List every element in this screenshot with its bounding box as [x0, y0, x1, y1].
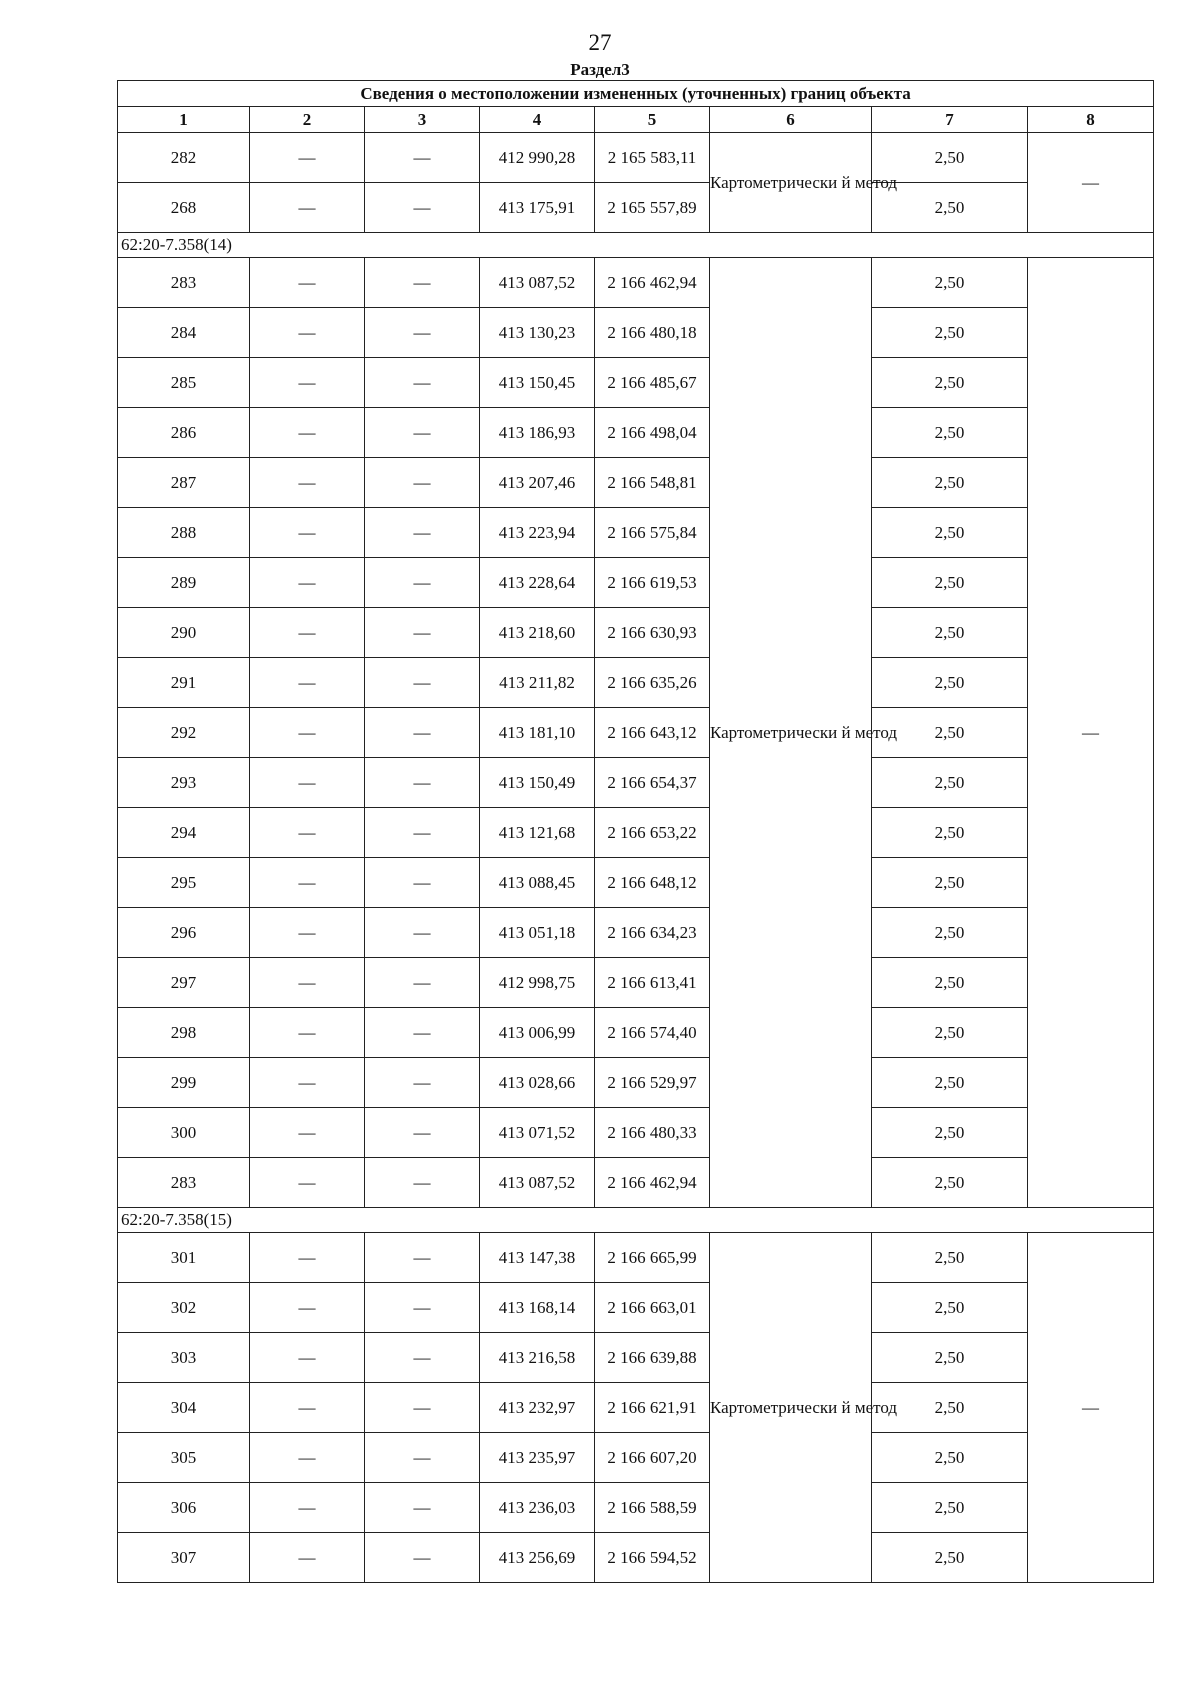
accuracy-cell: 2,50 [872, 708, 1028, 758]
x-coordinate-cell: 413 087,52 [480, 1158, 595, 1208]
x-coordinate-cell: 413 207,46 [480, 458, 595, 508]
point-number-cell: 289 [118, 558, 250, 608]
y-coordinate-cell: 2 166 594,52 [595, 1533, 710, 1583]
dash-cell: — [250, 1283, 365, 1333]
accuracy-cell: 2,50 [872, 1433, 1028, 1483]
table-row [118, 1108, 1154, 1158]
y-coordinate-cell: 2 166 621,91 [595, 1383, 710, 1433]
accuracy-cell: 2,50 [872, 1008, 1028, 1058]
point-number-cell: 301 [118, 1233, 250, 1283]
y-coordinate-cell: 2 166 462,94 [595, 258, 710, 308]
table-row [118, 1008, 1154, 1058]
y-coordinate-cell: 2 166 619,53 [595, 558, 710, 608]
table-row [118, 408, 1154, 458]
dash-cell: — [365, 258, 480, 308]
group-label: 62:20-7.358(15) [118, 1208, 1154, 1233]
dash-cell: — [250, 558, 365, 608]
dash-cell: — [250, 658, 365, 708]
dash-cell: — [365, 758, 480, 808]
dash-cell: — [365, 1058, 480, 1108]
accuracy-cell: 2,50 [872, 1383, 1028, 1433]
accuracy-cell: 2,50 [872, 758, 1028, 808]
x-coordinate-cell: 413 256,69 [480, 1533, 595, 1583]
table-row [118, 858, 1154, 908]
x-coordinate-cell: 413 168,14 [480, 1283, 595, 1333]
boundary-coordinates-table [117, 80, 1154, 1583]
dash-cell: — [365, 808, 480, 858]
method-cell: Картометрически й метод [710, 258, 872, 1208]
x-coordinate-cell: 413 150,49 [480, 758, 595, 808]
point-number-cell: 307 [118, 1533, 250, 1583]
column-number: 3 [365, 107, 480, 133]
point-number-cell: 299 [118, 1058, 250, 1108]
point-number-cell: 302 [118, 1283, 250, 1333]
x-coordinate-cell: 413 216,58 [480, 1333, 595, 1383]
accuracy-cell: 2,50 [872, 1283, 1028, 1333]
x-coordinate-cell: 413 235,97 [480, 1433, 595, 1483]
table-caption: Сведения о местоположении измененных (уточненных) границ объекта [118, 81, 1154, 107]
table-body [118, 133, 1154, 1583]
dash-cell: — [250, 758, 365, 808]
y-coordinate-cell: 2 166 630,93 [595, 608, 710, 658]
dash-cell: — [365, 1333, 480, 1383]
dash-cell: — [365, 1008, 480, 1058]
point-number-cell: 291 [118, 658, 250, 708]
dash-cell: — [250, 358, 365, 408]
dash-cell: — [365, 1483, 480, 1533]
y-coordinate-cell: 2 166 639,88 [595, 1333, 710, 1383]
y-coordinate-cell: 2 166 635,26 [595, 658, 710, 708]
point-number-cell: 300 [118, 1108, 250, 1158]
y-coordinate-cell: 2 166 663,01 [595, 1283, 710, 1333]
x-coordinate-cell: 413 130,23 [480, 308, 595, 358]
accuracy-cell: 2,50 [872, 408, 1028, 458]
group-label: 62:20-7.358(14) [118, 233, 1154, 258]
accuracy-cell: 2,50 [872, 458, 1028, 508]
point-number-cell: 290 [118, 608, 250, 658]
y-coordinate-cell: 2 166 588,59 [595, 1483, 710, 1533]
table-row [118, 1058, 1154, 1108]
dash-cell: — [250, 1233, 365, 1283]
dash-cell: — [250, 858, 365, 908]
dash-cell: — [365, 1233, 480, 1283]
dash-cell: — [365, 1158, 480, 1208]
y-coordinate-cell: 2 166 480,33 [595, 1108, 710, 1158]
column-number: 5 [595, 107, 710, 133]
method-cell: Картометрически й метод [710, 133, 872, 233]
table-row [118, 183, 1154, 233]
column-number: 4 [480, 107, 595, 133]
x-coordinate-cell: 413 223,94 [480, 508, 595, 558]
dash-cell: — [250, 1433, 365, 1483]
accuracy-cell: 2,50 [872, 358, 1028, 408]
y-coordinate-cell: 2 165 557,89 [595, 183, 710, 233]
dash-cell: — [365, 558, 480, 608]
dash-cell: — [365, 358, 480, 408]
point-number-cell: 304 [118, 1383, 250, 1433]
dash-cell: — [250, 1533, 365, 1583]
accuracy-cell: 2,50 [872, 558, 1028, 608]
column-number: 8 [1028, 107, 1154, 133]
y-coordinate-cell: 2 166 574,40 [595, 1008, 710, 1058]
x-coordinate-cell: 413 232,97 [480, 1383, 595, 1433]
table-row [118, 558, 1154, 608]
table-row [118, 258, 1154, 308]
point-number-cell: 303 [118, 1333, 250, 1383]
column-number-row [118, 107, 1154, 133]
dash-cell: — [365, 658, 480, 708]
accuracy-cell: 2,50 [872, 183, 1028, 233]
x-coordinate-cell: 413 175,91 [480, 183, 595, 233]
dash-cell: — [250, 1383, 365, 1433]
dash-cell: — [365, 1108, 480, 1158]
accuracy-cell: 2,50 [872, 1108, 1028, 1158]
x-coordinate-cell: 413 150,45 [480, 358, 595, 408]
column-number: 1 [118, 107, 250, 133]
point-number-cell: 285 [118, 358, 250, 408]
column-8-cell: — [1028, 1233, 1154, 1583]
dash-cell: — [250, 608, 365, 658]
x-coordinate-cell: 413 218,60 [480, 608, 595, 658]
y-coordinate-cell: 2 166 480,18 [595, 308, 710, 358]
y-coordinate-cell: 2 166 654,37 [595, 758, 710, 808]
table-row [118, 1533, 1154, 1583]
dash-cell: — [365, 508, 480, 558]
table-row [118, 308, 1154, 358]
x-coordinate-cell: 413 006,99 [480, 1008, 595, 1058]
accuracy-cell: 2,50 [872, 1533, 1028, 1583]
dash-cell: — [365, 858, 480, 908]
point-number-cell: 295 [118, 858, 250, 908]
point-number-cell: 286 [118, 408, 250, 458]
table-row [118, 808, 1154, 858]
x-coordinate-cell: 413 028,66 [480, 1058, 595, 1108]
y-coordinate-cell: 2 166 643,12 [595, 708, 710, 758]
dash-cell: — [365, 1533, 480, 1583]
column-8-cell: — [1028, 133, 1154, 233]
dash-cell: — [365, 708, 480, 758]
accuracy-cell: 2,50 [872, 1333, 1028, 1383]
dash-cell: — [250, 408, 365, 458]
x-coordinate-cell: 413 236,03 [480, 1483, 595, 1533]
table-row [118, 1383, 1154, 1433]
dash-cell: — [250, 908, 365, 958]
table-row [118, 458, 1154, 508]
x-coordinate-cell: 413 121,68 [480, 808, 595, 858]
y-coordinate-cell: 2 166 607,20 [595, 1433, 710, 1483]
x-coordinate-cell: 413 051,18 [480, 908, 595, 958]
accuracy-cell: 2,50 [872, 308, 1028, 358]
point-number-cell: 298 [118, 1008, 250, 1058]
point-number-cell: 283 [118, 258, 250, 308]
table-row [118, 708, 1154, 758]
x-coordinate-cell: 412 998,75 [480, 958, 595, 1008]
accuracy-cell: 2,50 [872, 508, 1028, 558]
dash-cell: — [365, 308, 480, 358]
accuracy-cell: 2,50 [872, 658, 1028, 708]
dash-cell: — [250, 1008, 365, 1058]
accuracy-cell: 2,50 [872, 1158, 1028, 1208]
section-title: Раздел3 [570, 60, 630, 79]
dash-cell: — [365, 458, 480, 508]
dash-cell: — [365, 1283, 480, 1333]
point-number-cell: 296 [118, 908, 250, 958]
x-coordinate-cell: 413 088,45 [480, 858, 595, 908]
table-row [118, 908, 1154, 958]
y-coordinate-cell: 2 166 648,12 [595, 858, 710, 908]
dash-cell: — [250, 1158, 365, 1208]
table-row [118, 358, 1154, 408]
dash-cell: — [365, 408, 480, 458]
dash-cell: — [250, 808, 365, 858]
point-number-cell: 292 [118, 708, 250, 758]
dash-cell: — [250, 508, 365, 558]
point-number-cell: 306 [118, 1483, 250, 1533]
y-coordinate-cell: 2 166 665,99 [595, 1233, 710, 1283]
accuracy-cell: 2,50 [872, 1483, 1028, 1533]
table-row [118, 1283, 1154, 1333]
point-number-cell: 297 [118, 958, 250, 1008]
point-number-cell: 287 [118, 458, 250, 508]
point-number-cell: 283 [118, 1158, 250, 1208]
point-number-cell: 282 [118, 133, 250, 183]
point-number-cell: 284 [118, 308, 250, 358]
dash-cell: — [365, 133, 480, 183]
dash-cell: — [365, 608, 480, 658]
point-number-cell: 293 [118, 758, 250, 808]
x-coordinate-cell: 412 990,28 [480, 133, 595, 183]
dash-cell: — [250, 1333, 365, 1383]
y-coordinate-cell: 2 166 498,04 [595, 408, 710, 458]
point-number-cell: 305 [118, 1433, 250, 1483]
accuracy-cell: 2,50 [872, 908, 1028, 958]
y-coordinate-cell: 2 166 548,81 [595, 458, 710, 508]
table-row [118, 758, 1154, 808]
dash-cell: — [250, 1108, 365, 1158]
dash-cell: — [250, 458, 365, 508]
table-row [118, 1433, 1154, 1483]
dash-cell: — [365, 1383, 480, 1433]
y-coordinate-cell: 2 166 613,41 [595, 958, 710, 1008]
point-number-cell: 288 [118, 508, 250, 558]
column-number: 7 [872, 107, 1028, 133]
accuracy-cell: 2,50 [872, 258, 1028, 308]
column-8-cell: — [1028, 258, 1154, 1208]
x-coordinate-cell: 413 186,93 [480, 408, 595, 458]
table-row [118, 658, 1154, 708]
accuracy-cell: 2,50 [872, 1058, 1028, 1108]
accuracy-cell: 2,50 [872, 1233, 1028, 1283]
y-coordinate-cell: 2 166 634,23 [595, 908, 710, 958]
table-row [118, 1158, 1154, 1208]
dash-cell: — [365, 1433, 480, 1483]
x-coordinate-cell: 413 087,52 [480, 258, 595, 308]
group-row [118, 1208, 1154, 1233]
table-row [118, 958, 1154, 1008]
y-coordinate-cell: 2 166 529,97 [595, 1058, 710, 1108]
table-row [118, 508, 1154, 558]
page-number: 27 [588, 30, 612, 55]
dash-cell: — [365, 183, 480, 233]
dash-cell: — [250, 258, 365, 308]
accuracy-cell: 2,50 [872, 133, 1028, 183]
table-row [118, 1233, 1154, 1283]
column-number: 2 [250, 107, 365, 133]
y-coordinate-cell: 2 166 575,84 [595, 508, 710, 558]
x-coordinate-cell: 413 147,38 [480, 1233, 595, 1283]
dash-cell: — [250, 708, 365, 758]
dash-cell: — [365, 908, 480, 958]
method-cell: Картометрически й метод [710, 1233, 872, 1583]
x-coordinate-cell: 413 181,10 [480, 708, 595, 758]
accuracy-cell: 2,50 [872, 808, 1028, 858]
dash-cell: — [250, 133, 365, 183]
dash-cell: — [250, 308, 365, 358]
y-coordinate-cell: 2 166 653,22 [595, 808, 710, 858]
x-coordinate-cell: 413 211,82 [480, 658, 595, 708]
dash-cell: — [250, 183, 365, 233]
table-row [118, 608, 1154, 658]
accuracy-cell: 2,50 [872, 858, 1028, 908]
y-coordinate-cell: 2 165 583,11 [595, 133, 710, 183]
x-coordinate-cell: 413 228,64 [480, 558, 595, 608]
y-coordinate-cell: 2 166 485,67 [595, 358, 710, 408]
table-row [118, 1333, 1154, 1383]
point-number-cell: 294 [118, 808, 250, 858]
table-row [118, 133, 1154, 183]
group-row [118, 233, 1154, 258]
y-coordinate-cell: 2 166 462,94 [595, 1158, 710, 1208]
dash-cell: — [250, 1058, 365, 1108]
x-coordinate-cell: 413 071,52 [480, 1108, 595, 1158]
dash-cell: — [250, 1483, 365, 1533]
accuracy-cell: 2,50 [872, 608, 1028, 658]
point-number-cell: 268 [118, 183, 250, 233]
column-number: 6 [710, 107, 872, 133]
dash-cell: — [250, 958, 365, 1008]
table-row [118, 1483, 1154, 1533]
dash-cell: — [365, 958, 480, 1008]
accuracy-cell: 2,50 [872, 958, 1028, 1008]
